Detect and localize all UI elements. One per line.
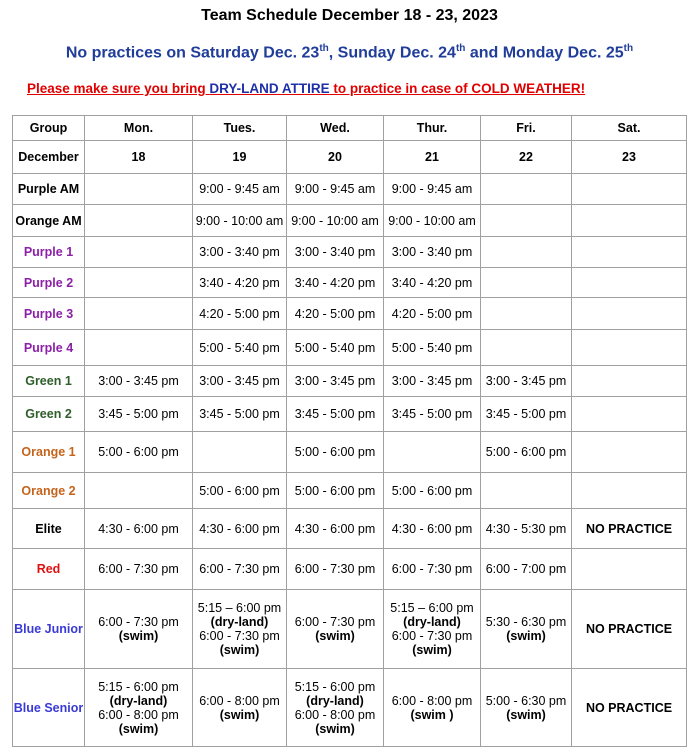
month-header: December (13, 141, 85, 174)
practice-time-cell: 6:00 - 7:00 pm (481, 549, 572, 590)
practice-time-cell: 3:45 - 5:00 pm (85, 397, 193, 432)
empty-cell (572, 366, 687, 397)
practice-time: 5:30 - 6:30 pm (485, 615, 567, 629)
group-name: Green 2 (13, 397, 85, 432)
practice-time-cell: 4:20 - 5:00 pm (287, 298, 384, 330)
practice-time-cell: 3:00 - 3:45 pm (85, 366, 193, 397)
table-row (13, 549, 687, 590)
group-name: Red (13, 549, 85, 590)
practice-time: 5:15 - 6:00 pm (98, 679, 179, 694)
date-header: 20 (287, 141, 384, 174)
session-type-label: (swim) (219, 707, 260, 722)
empty-cell (85, 237, 193, 268)
table-row (13, 205, 687, 237)
session-type-label: (swim) (412, 643, 452, 657)
date-header: 21 (384, 141, 481, 174)
dry-land-notice (27, 81, 585, 96)
empty-cell (85, 473, 193, 509)
practice-time-cell (384, 590, 481, 669)
practice-time-cell: 5:00 - 5:40 pm (287, 330, 384, 366)
group-column-header: Group (13, 116, 85, 141)
date-header: 23 (572, 141, 687, 174)
session-type-label: (dry-land) (403, 615, 461, 629)
day-header: Wed. (287, 116, 384, 141)
practice-time-cell: 4:30 - 5:30 pm (481, 509, 572, 549)
practice-time: 5:15 – 6:00 pm (390, 601, 474, 615)
empty-cell (193, 432, 287, 473)
empty-cell (85, 330, 193, 366)
practice-time-cell: 9:00 - 10:00 am (287, 205, 384, 237)
empty-cell (572, 397, 687, 432)
subtitle-part-3: and Monday Dec. 25 (465, 44, 624, 62)
schedule-table (12, 115, 687, 747)
empty-cell (572, 298, 687, 330)
empty-cell (85, 174, 193, 205)
practice-time-cell (193, 669, 287, 747)
empty-cell (572, 432, 687, 473)
practice-time-cell: 5:00 - 6:00 pm (481, 432, 572, 473)
session-type-label: (dry-land) (210, 615, 269, 629)
practice-time-cell: 9:00 - 9:45 am (384, 174, 481, 205)
session-type-label: (swim) (118, 629, 159, 643)
practice-time-cell: 3:45 - 5:00 pm (384, 397, 481, 432)
empty-cell (572, 174, 687, 205)
day-header: Sat. (572, 116, 687, 141)
empty-cell (481, 330, 572, 366)
practice-time-cell: 6:00 - 7:30 pm (85, 549, 193, 590)
practice-time-cell (85, 669, 193, 747)
session-type-label: (swim) (315, 629, 355, 643)
empty-cell (481, 237, 572, 268)
day-header: Tues. (193, 116, 287, 141)
practice-time-cell (481, 590, 572, 669)
practice-time-cell: 5:00 - 6:00 pm (85, 432, 193, 473)
practice-time-cell: 3:00 - 3:45 pm (481, 366, 572, 397)
empty-cell (572, 473, 687, 509)
practice-time-cell: 4:30 - 6:00 pm (287, 509, 384, 549)
practice-time-cell: 5:00 - 6:00 pm (193, 473, 287, 509)
practice-time: 5:15 – 6:00 pm (197, 601, 282, 615)
practice-time: 6:00 - 7:30 pm (294, 615, 376, 629)
table-row (13, 590, 687, 669)
practice-time: 5:15 - 6:00 pm (294, 679, 376, 694)
group-name: Orange 1 (13, 432, 85, 473)
session-type-label: (dry-land) (306, 693, 364, 708)
table-row (13, 397, 687, 432)
practice-time-cell (85, 590, 193, 669)
group-name: Purple 4 (13, 330, 85, 366)
practice-time-cell: 3:45 - 5:00 pm (481, 397, 572, 432)
empty-cell (481, 298, 572, 330)
practice-time-cell: 5:00 - 5:40 pm (384, 330, 481, 366)
empty-cell (572, 549, 687, 590)
practice-time: 6:00 - 7:30 pm (199, 629, 280, 643)
practice-time-cell: 4:20 - 5:00 pm (193, 298, 287, 330)
practice-time: 6:00 - 7:30 pm (98, 615, 179, 629)
practice-time-cell: 5:00 - 6:00 pm (287, 432, 384, 473)
practice-time-cell: 9:00 - 10:00 am (384, 205, 481, 237)
practice-time-cell: 5:00 - 5:40 pm (193, 330, 287, 366)
practice-time-cell: 4:30 - 6:00 pm (193, 509, 287, 549)
empty-cell (572, 237, 687, 268)
notice-part-1: Please make sure you bring (27, 81, 210, 96)
session-type-label: (swim) (506, 707, 546, 722)
practice-time-cell (481, 669, 572, 747)
empty-cell (384, 432, 481, 473)
notice-dry-land-attire: DRY-LAND ATTIRE (209, 81, 330, 96)
table-row (13, 298, 687, 330)
session-type-label: (swim ) (410, 707, 454, 722)
group-name: Purple 3 (13, 298, 85, 330)
practice-time-cell (384, 669, 481, 747)
table-row (13, 473, 687, 509)
practice-time-cell: 6:00 - 7:30 pm (287, 549, 384, 590)
group-name: Blue Senior (13, 669, 85, 747)
table-row (13, 432, 687, 473)
practice-time-cell: 3:45 - 5:00 pm (193, 397, 287, 432)
day-header: Thur. (384, 116, 481, 141)
practice-time: 6:00 - 8:00 pm (98, 707, 179, 722)
practice-time-cell: 3:40 - 4:20 pm (193, 268, 287, 298)
empty-cell (481, 174, 572, 205)
empty-cell (85, 205, 193, 237)
practice-time-cell: 6:00 - 7:30 pm (193, 549, 287, 590)
session-type-label: (dry-land) (109, 693, 168, 708)
date-header: 18 (85, 141, 193, 174)
subtitle-sup-3: th (623, 43, 634, 54)
practice-time: 6:00 - 7:30 pm (391, 629, 473, 643)
date-header: 22 (481, 141, 572, 174)
table-row (13, 268, 687, 298)
page-title: Team Schedule December 18 - 23, 2023 (201, 7, 498, 24)
table-row (13, 669, 687, 747)
empty-cell (85, 268, 193, 298)
group-name: Purple 2 (13, 268, 85, 298)
practice-time-cell (193, 590, 287, 669)
practice-time-cell (287, 669, 384, 747)
day-header: Mon. (85, 116, 193, 141)
practice-time-cell: 3:40 - 4:20 pm (287, 268, 384, 298)
practice-time-cell: 9:00 - 9:45 am (287, 174, 384, 205)
practice-time-cell: 3:00 - 3:45 pm (384, 366, 481, 397)
session-type-label: (swim) (315, 721, 355, 736)
empty-cell (572, 205, 687, 237)
subtitle-sup-2: th (455, 43, 466, 54)
empty-cell (572, 330, 687, 366)
no-practice-cell: NO PRACTICE (572, 669, 687, 747)
empty-cell (481, 473, 572, 509)
session-type-label: (swim) (118, 721, 159, 736)
practice-time: 6:00 - 8:00 pm (294, 707, 376, 722)
practice-time: 6:00 - 8:00 pm (199, 693, 280, 708)
practice-time-cell: 4:20 - 5:00 pm (384, 298, 481, 330)
empty-cell (572, 268, 687, 298)
group-name: Blue Junior (13, 590, 85, 669)
session-type-label: (swim) (506, 629, 546, 643)
practice-time-cell: 3:00 - 3:40 pm (384, 237, 481, 268)
table-row (13, 366, 687, 397)
group-name: Green 1 (13, 366, 85, 397)
practice-time: 5:00 - 6:30 pm (485, 693, 567, 708)
practice-time-cell: 3:00 - 3:45 pm (287, 366, 384, 397)
practice-time-cell: 3:45 - 5:00 pm (287, 397, 384, 432)
table-row (13, 509, 687, 549)
practice-time-cell: 6:00 - 7:30 pm (384, 549, 481, 590)
notice-part-3: to practice in case of COLD WEATHER! (329, 81, 586, 96)
day-header: Fri. (481, 116, 572, 141)
practice-time-cell: 4:30 - 6:00 pm (85, 509, 193, 549)
practice-time-cell: 3:40 - 4:20 pm (384, 268, 481, 298)
group-name: Elite (13, 509, 85, 549)
subtitle-part-1: No practices on Saturday Dec. 23 (65, 44, 320, 62)
practice-time-cell: 9:00 - 9:45 am (193, 174, 287, 205)
empty-cell (481, 205, 572, 237)
practice-time-cell: 4:30 - 6:00 pm (384, 509, 481, 549)
empty-cell (481, 268, 572, 298)
no-practice-cell: NO PRACTICE (572, 509, 687, 549)
header-row-days (13, 116, 687, 141)
session-type-label: (swim) (219, 643, 260, 657)
table-row (13, 237, 687, 268)
practice-time-cell: 9:00 - 10:00 am (193, 205, 287, 237)
practice-time-cell: 3:00 - 3:40 pm (193, 237, 287, 268)
practice-time-cell: 3:00 - 3:45 pm (193, 366, 287, 397)
subtitle-sup-1: th (319, 43, 329, 54)
practice-time-cell: 5:00 - 6:00 pm (384, 473, 481, 509)
group-name: Purple AM (13, 174, 85, 205)
table-row (13, 330, 687, 366)
empty-cell (85, 298, 193, 330)
practice-time-cell (287, 590, 384, 669)
table-row (13, 174, 687, 205)
date-header: 19 (193, 141, 287, 174)
no-practice-cell: NO PRACTICE (572, 590, 687, 669)
group-name: Orange 2 (13, 473, 85, 509)
group-name: Orange AM (13, 205, 85, 237)
subtitle-part-2: , Sunday Dec. 24 (328, 44, 456, 62)
group-name: Purple 1 (13, 237, 85, 268)
practice-time-cell: 5:00 - 6:00 pm (287, 473, 384, 509)
subtitle-no-practice (0, 43, 699, 62)
practice-time: 6:00 - 8:00 pm (391, 693, 473, 708)
practice-time-cell: 3:00 - 3:40 pm (287, 237, 384, 268)
header-row-dates (13, 141, 687, 174)
